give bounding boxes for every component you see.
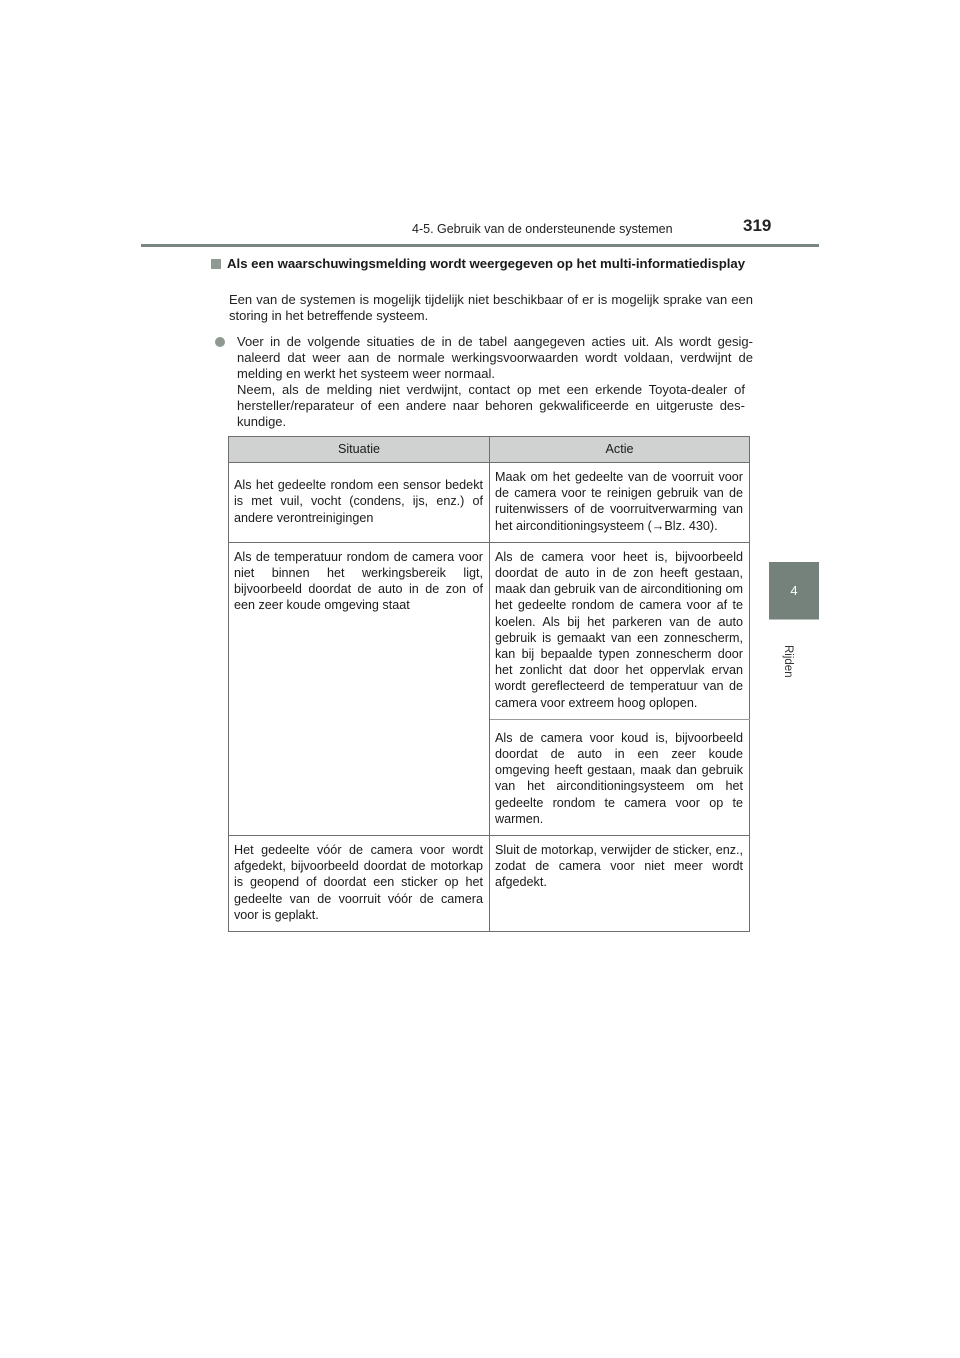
situation-cell: Als de temperatuur rondom de camera voor niet binnen het werkingsbereik ligt, bijvoorbeeld doordat de auto in de zon of een zeer koude omgeving staat [229,542,490,835]
chapter-label: Rijden [782,645,794,678]
chapter-tab-divider [769,619,819,620]
situation-cell: Het gedeelte vóór de camera voor wordt afgedekt, bijvoorbeeld doordat de motorkap is geopend of doordat een sticker op het gedeelte van de voorruit vóór de camera voor is geplakt. [229,836,490,932]
section-heading [211,256,753,272]
followup-paragraph: Neem, als de melding niet verdwijnt, contact op met een erkende Toyota-dealer of hersteller/reparateur of een andere naar behoren gekwalificeerde en uitgeruste deskundige. [237,382,745,429]
table-row [229,463,750,543]
chapter-number: 4 [790,583,798,598]
situation-cell: Als het gedeelte rondom een sensor bedekt is met vuil, vocht (condens, ijs, enz.) of andere verontreinigingen [229,463,490,543]
table-header-situation: Situatie [229,437,490,463]
bullet-text: Voer in de volgende situaties de in de tabel aangegeven acties uit. Als wordt gesignaleerd dat weer aan de normale werkingsvoorwaarden wordt voldaan, verdwijnt de melding en werkt het systeem weer normaal. [237,334,753,381]
table-row [229,836,750,932]
section-title: 4-5. Gebruik van de ondersteunende systemen [412,222,673,236]
page-number: 319 [743,216,772,235]
action-cell: Maak om het gedeelte van de voorruit voor de camera voor te reinigen gebruik van de ruitenwissers of de voorruitverwarming van het airconditioningsysteem (→Blz. 430). [490,463,750,543]
action-cell: Als de camera voor koud is, bijvoorbeeld doordat de auto in een zeer koude omgeving heeft gestaan, maak dan gebruik van het airconditioningsysteem om het gedeelte rondom te camera voor op te warmen. [490,719,750,835]
section-heading-text: Als een waarschuwingsmelding wordt weergegeven op het multi-informatiedisplay [227,256,746,271]
table-header-row [229,437,750,463]
header-rule [141,244,819,247]
situation-action-table [228,436,750,932]
chapter-tab [769,562,819,619]
table-header-action: Actie [490,437,750,463]
circle-bullet-icon [215,337,225,347]
square-bullet-icon [211,259,221,269]
bullet-item [215,334,753,382]
action-cell: Sluit de motorkap, verwijder de sticker, enz., zodat de camera voor niet meer wordt afgedekt. [490,836,750,932]
intro-paragraph: Een van de systemen is mogelijk tijdelijk niet beschikbaar of er is mogelijk sprake van een storing in het betreffende systeem. [229,292,753,323]
table-row [229,542,750,719]
action-cell: Als de camera voor heet is, bijvoorbeeld doordat de auto in de zon heeft gestaan, maak dan gebruik van de airconditioning om het gedeelte rondom de camera voor af te koelen. Als bij het parkeren van de auto gebruik is gemaakt van een zonnescherm, kan bij bepaalde typen zonnescherm door het zonlicht dat door het oppervlak ervan wordt gereflecteerd de temperatuur van de camera voor extreem hoog oplopen. [490,542,750,719]
